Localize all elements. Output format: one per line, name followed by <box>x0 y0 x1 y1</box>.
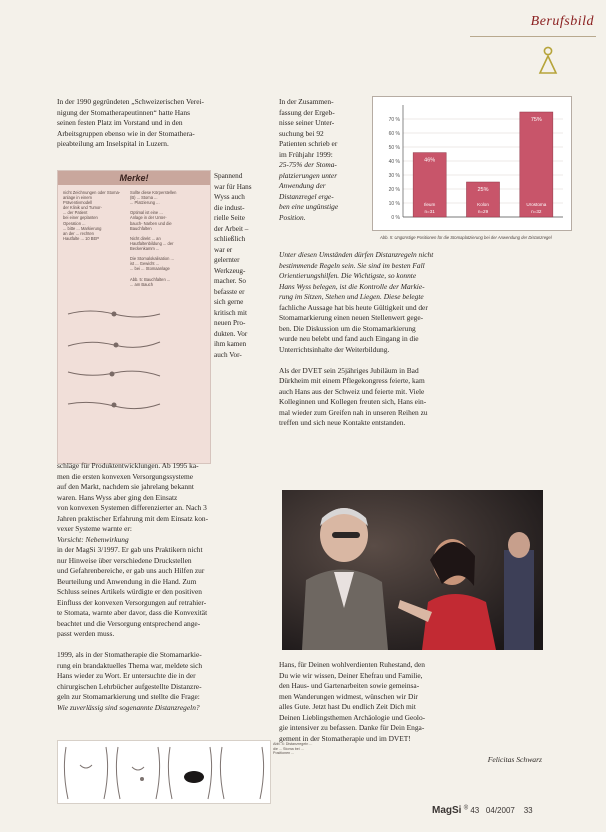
text-line: vexer Systeme warnte er: <box>57 524 132 533</box>
text-line: Werkzeug- <box>214 266 246 275</box>
text-line: nur Hinweise über verschiedene Druckstellen <box>57 555 192 565</box>
box-text-line: anlage in einem Präventivmodell <box>63 195 93 206</box>
merke-box-title: Merke! <box>58 171 210 185</box>
box-text-line: (B) ... Stoma ... <box>130 195 158 201</box>
y-tick-label: 60 % <box>388 130 400 137</box>
box-text-line: ... Platzierung ... <box>130 200 160 206</box>
text-line: beachtet und die Versorgung entsprechend ange- <box>57 618 201 628</box>
box-text-line: ... am Bauch <box>130 281 153 287</box>
text-line: Stomamarkierung einen neuen Stellenwert gege- <box>279 313 424 322</box>
text-line: rung ein brandaktuelles Thema war, meldete sich <box>57 660 203 670</box>
text-line: dukten. Vor <box>214 329 248 338</box>
y-tick-label: 20 % <box>388 186 400 193</box>
box-text-line: Hautfalte ... 10 BEP <box>63 235 99 241</box>
text-line: seinen festen Platz im Vorstand und in den <box>57 118 183 127</box>
left-column-narrow <box>214 171 264 360</box>
text-line: war er <box>214 245 233 254</box>
text-line: Hans wieder zu Wort. Er untersuchte die in der <box>57 671 196 680</box>
box-text-line: Anlage in der Unter- <box>130 215 167 221</box>
y-tick-label: 10 % <box>388 200 400 207</box>
text-line: Kolleginnen und Kollegen freuten sich, Hans ein- <box>279 397 427 406</box>
text-line: fassung der Ergeb- <box>279 107 335 117</box>
text-line: auch Hans aus der Schweiz und feierte mit. Viele <box>279 386 425 396</box>
merke-box-col1 <box>63 190 121 241</box>
text-line: rung im Sitzen, Stehen und Liegen. Diese belegte <box>279 292 424 301</box>
text-line: Als der DVET sein 25jähriges Jubiläum in Bad <box>279 365 419 375</box>
text-line: In der Zusammen- <box>279 97 334 106</box>
text-line: auf den Markt, nachdem sie jahrelang bekannt <box>57 482 194 491</box>
text-line: Jahren praktischer Erfahrung mit dem Einsatz kon- <box>57 513 209 523</box>
text-line: te Stomata, warnte aber davor, dass die Konvexität <box>57 608 208 617</box>
merke-box-col2 <box>130 190 206 287</box>
text-line: Position. <box>279 212 306 222</box>
text-line: Spannend <box>214 172 243 180</box>
text-line <box>279 355 541 366</box>
section-title: Berufsbild <box>530 14 594 29</box>
text-line: nisse seiner Unter- <box>279 118 335 127</box>
category-label: Kolon <box>477 202 489 207</box>
box-text-line: ist ... Gewicht ... <box>130 261 160 267</box>
box-text-line: Operation ... <box>63 220 86 226</box>
anniversary-photo <box>282 490 543 650</box>
text-line: von konvexen Systemen differenzierter an. Nach 3 <box>57 503 207 512</box>
bottom-figure-caption: Abb. 4: Distanzregeln ... die ... Stoma bei ... Positionen ... <box>273 742 313 756</box>
left-column-intro <box>57 97 264 150</box>
y-tick-label: 50 % <box>388 144 400 151</box>
text-line: Unterrichtsinhalte der Weiterbildung. <box>279 344 390 354</box>
text-line: Dürkheim mit einem Pflegekongress feierte, kam <box>279 376 425 385</box>
bar-value-label: 75% <box>530 117 542 123</box>
box-text-line: Hautfaltenbildung ... der <box>130 240 174 246</box>
text-line: im Frühjahr 1999: <box>279 149 333 159</box>
box-text-line: Beckenkamm ... <box>130 246 160 252</box>
box-text-line: Die Stomalokalisation ... <box>130 256 174 262</box>
text-line: wurde neu belebt und fand auch Eingang in die <box>279 334 419 343</box>
text-line: und Gefahrenbereiche, er gab uns auch Hilfen zur <box>57 566 205 575</box>
page-number: 33 <box>523 806 533 815</box>
text-line: Patienten schrieb er <box>279 139 338 148</box>
text-line: Unter diesen Umständen dürfen Distanzregeln nicht <box>279 250 434 259</box>
text-line: kritisch mit <box>214 308 247 317</box>
text-line: men die ersten konvexen Versorgungssysteme <box>57 471 194 481</box>
author-signature: Felicitas Schwarz <box>487 755 542 764</box>
box-text-line: bei einer geplanten <box>63 215 98 221</box>
box-text-line: Optimal ist eine ... <box>130 210 163 216</box>
text-line: macher. So <box>214 277 246 285</box>
text-line: Orientierungshilfen. Die Wichtigste, so konnte <box>279 271 417 280</box>
text-line: gelernter <box>214 256 240 264</box>
right-column-body <box>279 250 541 429</box>
text-line: passt werden muss. <box>57 629 115 638</box>
page-footer <box>432 805 533 816</box>
belly-fold-figure-2 <box>66 336 162 352</box>
category-label: Ileum <box>424 202 436 207</box>
box-text-line: Abb. 5: Bauchfalten ... <box>130 276 171 282</box>
text-line: 1999, als in der Stomatherapie die Stomamarkie- <box>57 650 202 659</box>
text-line: auch Vor- <box>214 350 242 359</box>
text-line: Deinen Lieblingsthemen Archäologie und Geolo- <box>279 712 426 722</box>
bar-value-label: 25% <box>477 187 489 193</box>
magazine-name: MagSi <box>432 805 462 816</box>
text-line: bestimmende Regeln sein. Sie sind im besten Fall <box>279 260 425 270</box>
registered-mark: ® <box>463 805 469 812</box>
text-line: sich gerne <box>214 298 244 306</box>
text-line: befasste er <box>214 287 245 296</box>
text-line: platzierungen unter <box>279 170 338 180</box>
text-line: die indust- <box>214 203 245 212</box>
y-tick-label: 0 % <box>391 214 400 221</box>
category-count-label: n=32 <box>531 209 542 214</box>
text-line: chirurgischen Lehrbücher aufgestellte Distanzre- <box>57 681 202 691</box>
text-line: suchung bei 92 <box>279 128 324 138</box>
category-label: Urostoma <box>526 202 547 207</box>
text-line: Du wie wir wissen, Deiner Ehefrau und Familie, <box>279 670 423 680</box>
text-line: schläge für Produktentwicklungen. Ab 1995 ka- <box>57 461 199 470</box>
text-line: 25-75% der Stoma- <box>279 160 337 169</box>
bar-value-label: 46% <box>424 157 436 164</box>
text-line: Hans, für Deinen wohlverdienten Ruhestand, den <box>279 660 425 669</box>
chart-caption: Abb. 5: Ungünstige Positionen für die Stomaplatzierung bei der Anwendung der Distanzregel <box>380 235 552 240</box>
issue-date: 04/2007 <box>485 806 515 815</box>
text-line: gement in der Stomatherapie und im DVET! <box>279 733 411 743</box>
text-line: schließlich <box>214 235 246 243</box>
text-line: treffen und sich neue Kontakte entstanden. <box>279 418 406 427</box>
text-line: alles Gute. Jetzt hast Du endlich Zeit Dich mit <box>279 702 416 711</box>
text-line: men Wanderungen widmest, wünschen wir Dir <box>279 691 418 701</box>
belly-fold-figure-3 <box>66 366 162 382</box>
right-column-intro <box>279 97 369 223</box>
text-line: mal wieder zum Greifen nah in unseren Reihen zu <box>279 407 428 417</box>
category-count-label: n=31 <box>424 209 435 214</box>
box-text-line: nicht Zeichnungen oder Stoma- <box>63 190 121 195</box>
person-figure-icon <box>537 46 559 76</box>
text-line: Schluss seines Artikels würdigte er den positiven <box>57 587 202 596</box>
text-line: der Arbeit – <box>214 224 249 233</box>
text-line: ben eine ungünstige <box>279 202 339 211</box>
text-line: Beurteilung und Anwendung in die Hand. Zum <box>57 576 197 586</box>
y-tick-label: 40 % <box>388 158 400 165</box>
box-text-line: Nicht direkt ... an <box>130 235 161 241</box>
stoma-position-bar-chart <box>372 96 572 231</box>
category-count-label: n=29 <box>477 209 489 214</box>
text-line: war für Hans <box>214 182 252 191</box>
right-column-closing <box>279 660 541 744</box>
box-text-line: Bauchfalten <box>130 225 152 231</box>
merke-info-box <box>57 170 211 464</box>
belly-fold-figure-1 <box>66 306 162 322</box>
text-line: fachliche Aussage hat bis heute Gültigkeit und der <box>279 302 428 312</box>
box-text-line: ... der Patient <box>63 210 88 216</box>
text-line: gie intensiver zu befassen. Danke für Dein Enga- <box>279 723 425 732</box>
text-line <box>57 640 264 651</box>
text-line: Wyss auch <box>214 193 245 201</box>
text-line: Wie zuverlässig sind sogenannte Distanzregeln? <box>57 702 200 712</box>
text-line: ihm kamen <box>214 340 247 348</box>
text-line: Arbeitsgruppen ebenso wie in der Stomathera- <box>57 128 195 138</box>
abdomen-marking-figure <box>57 740 271 804</box>
belly-fold-figure-4 <box>66 396 162 412</box>
text-line: In der 1990 gegründeten „Schweizerischen Verei- <box>57 97 204 106</box>
text-line: geln zur Stomamarkierung und stellte die Frage: <box>57 692 200 701</box>
left-column-main <box>57 461 264 713</box>
text-line: den Haus- und Gartenarbeiten sowie gemeinsa- <box>279 681 420 690</box>
y-tick-label: 30 % <box>388 172 400 179</box>
text-line: nigung der Stomatherapeutinnen“ hatte Hans <box>57 107 190 117</box>
text-line: Vorsicht: Nebenwirkung <box>57 534 129 544</box>
y-tick-label: 70 % <box>388 116 400 123</box>
box-text-line: ... bei ... Stomaanlage <box>130 266 170 272</box>
text-line: Einfluss der konvexen Versorgungen auf retrahier- <box>57 597 207 607</box>
box-text-line: an der ... rechten <box>63 230 94 236</box>
issue-number: 43 <box>470 806 480 815</box>
section-rule <box>470 36 596 37</box>
text-line: neuen Pro- <box>214 319 246 327</box>
text-line: pieabteilung am Inselspital in Luzern. <box>57 139 169 148</box>
text-line: Anwendung der <box>279 181 326 190</box>
text-line: in der MagSi 3/1997. Er gab uns Praktikern nicht <box>57 545 203 554</box>
text-line: Hans Wyss belegen, ist die Kontrolle der Markie- <box>279 281 425 291</box>
text-line: rielle Seite <box>214 214 245 222</box>
text-line: Distanzregel erge- <box>279 191 334 201</box>
box-text-line: bauch- Narben und die <box>130 220 172 226</box>
box-text-line: Sollte diese Körperstellen <box>130 190 177 195</box>
box-text-line: der Klinik und Tumor- <box>63 205 102 211</box>
text-line: ben. Die Diskussion um die Stomamarkierung <box>279 323 416 333</box>
box-text-line: ... bitte ... Markierung <box>63 225 102 231</box>
text-line: waren. Hans Wyss aber ging den Einsatz <box>57 492 178 502</box>
